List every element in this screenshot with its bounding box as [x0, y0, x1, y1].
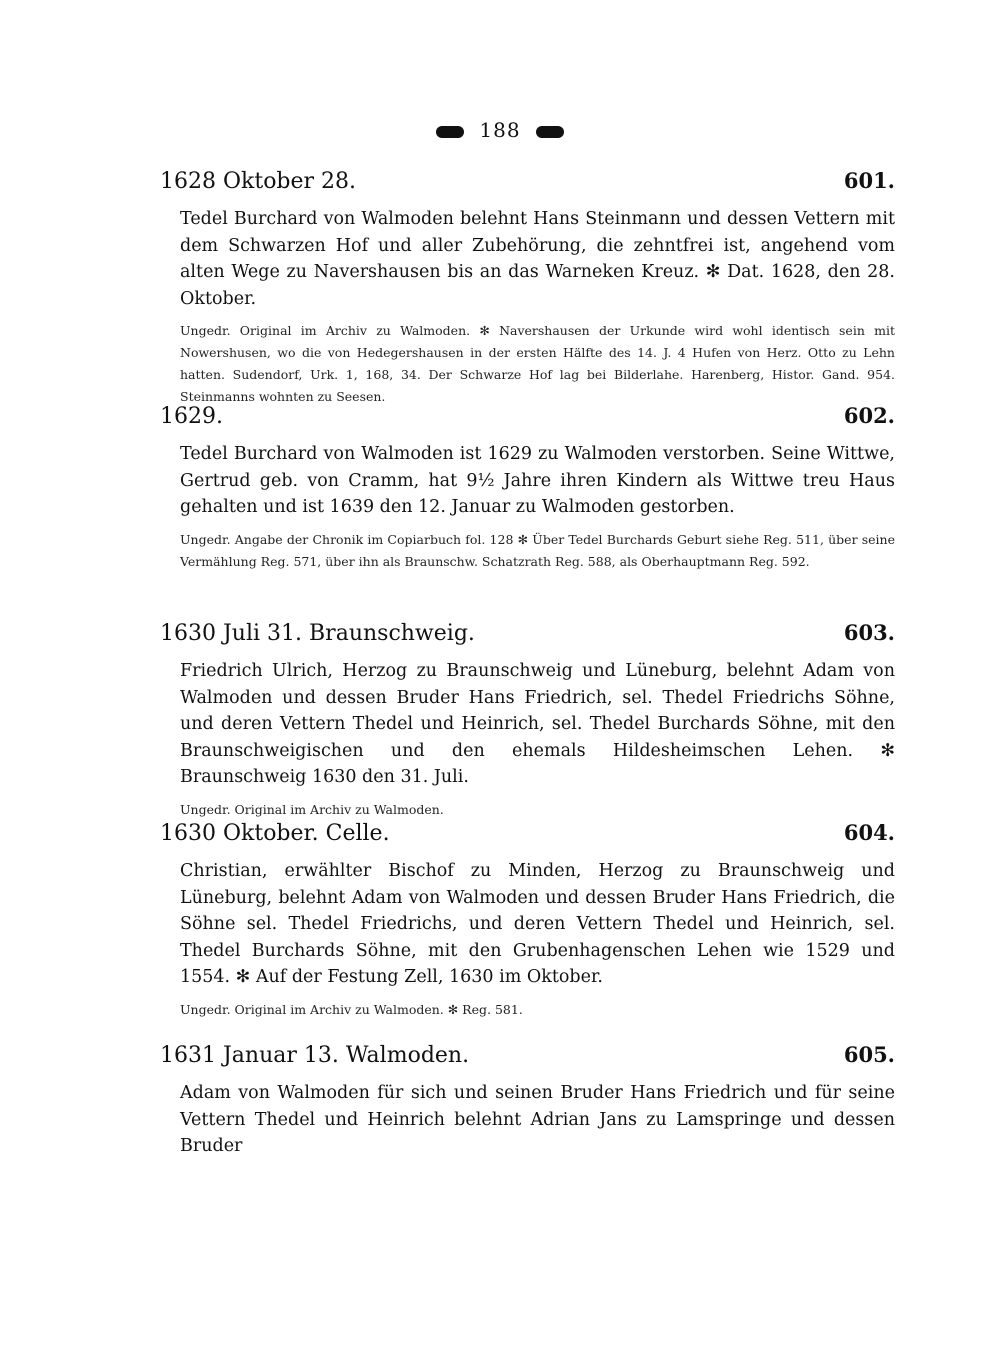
entry-number: 603. [843, 620, 895, 645]
entry-note: Ungedr. Original im Archiv zu Walmoden. [180, 801, 444, 817]
page-number: 188 [479, 118, 521, 142]
entry-text: Tedel Burchard von Walmoden ist 1629 zu Walmoden verstorben. Seine Wittwe, Gertrud geb. von Cramm, hat 9½ Jahre ihren Kindern als Wittwe treu Haus gehalten und ist 1639 den 12. Januar zu Walmoden gestorben. [180, 444, 895, 517]
entry-601 [160, 168, 895, 408]
entry-number: 605. [843, 1042, 895, 1067]
entry-text: Friedrich Ulrich, Herzog zu Braunschweig und Lüneburg, belehnt Adam von Walmoden und dessen Bruder Hans Friedrich, sel. Thedel Friedrichs Söhne, und deren Vettern Thedel und Heinrich, sel. Thedel Burchards Söhne, mit den Braunschweigischen und den ehemals Hildesheimschen Lehen. ✻ Braunschweig 1630 den 31. Juli. [180, 661, 895, 787]
entry-note: Ungedr. Original im Archiv zu Walmoden. ✻ Navershausen der Urkunde wird wohl identisch sein mit Nowershusen, wo die von Hedegershausen in der ersten Hälfte des 14. J. 4 Hufen von Herz. Otto zu Lehn hatten. Sudendorf, Urk. 1, 168, 34. Der Schwarze Hof lag bei Bilderlahe. Harenberg, Histor. Gand. 954. Steinmanns wohnten zu Seesen. [180, 323, 895, 404]
entry-603 [160, 620, 895, 821]
entry-605 [160, 1042, 895, 1160]
ornament-right-icon [536, 126, 564, 138]
ornament-left-icon [436, 126, 464, 138]
entry-number: 604. [843, 820, 895, 845]
entry-number: 601. [843, 168, 895, 193]
entry-date: 1630 Juli 31. Braunschweig. [160, 621, 475, 646]
entry-text: Tedel Burchard von Walmoden belehnt Hans Steinmann und dessen Vettern mit dem Schwarzen Hof und aller Zubehörung, die zehntfrei ist, angehend vom alten Wege zu Navershausen bis an das Warneken Kreuz. ✻ Dat. 1628, den 28. Oktober. [180, 209, 895, 309]
entry-heading [160, 168, 895, 194]
entry-heading [160, 1042, 895, 1068]
entry-note: Ungedr. Angabe der Chronik im Copiarbuch fol. 128 ✻ Über Tedel Burchards Geburt siehe Reg. 511, über seine Vermählung Reg. 571, über ihn als Braunschw. Schatzrath Reg. 588, als Oberhauptmann Reg. 592. [180, 531, 895, 569]
entry-date: 1630 Oktober. Celle. [160, 821, 390, 846]
entry-date: 1628 Oktober 28. [160, 169, 357, 194]
entry-heading [160, 403, 895, 429]
entry-date: 1629. [160, 404, 223, 429]
entry-602 [160, 403, 895, 573]
entry-text: Adam von Walmoden für sich und seinen Bruder Hans Friedrich und für seine Vettern Thedel und Heinrich belehnt Adrian Jans zu Lamspringe und dessen Bruder [180, 1083, 895, 1156]
entry-date: 1631 Januar 13. Walmoden. [160, 1043, 470, 1068]
entry-heading [160, 820, 895, 846]
entry-number: 602. [843, 403, 895, 428]
entry-note: Ungedr. Original im Archiv zu Walmoden. ✻ Reg. 581. [180, 1001, 523, 1017]
entry-604 [160, 820, 895, 1021]
page-header [0, 118, 1000, 142]
entry-text: Christian, erwählter Bischof zu Minden, Herzog zu Braunschweig und Lüneburg, belehnt Adam von Walmoden und dessen Bruder Hans Friedrich, die Söhne sel. Thedel Friedrichs, und deren Vettern Thedel und Heinrich, sel. Thedel Burchards Söhne, mit den Grubenhagenschen Lehen wie 1529 und 1554. ✻ Auf der Festung Zell, 1630 im Oktober. [180, 861, 895, 987]
entry-heading [160, 620, 895, 646]
